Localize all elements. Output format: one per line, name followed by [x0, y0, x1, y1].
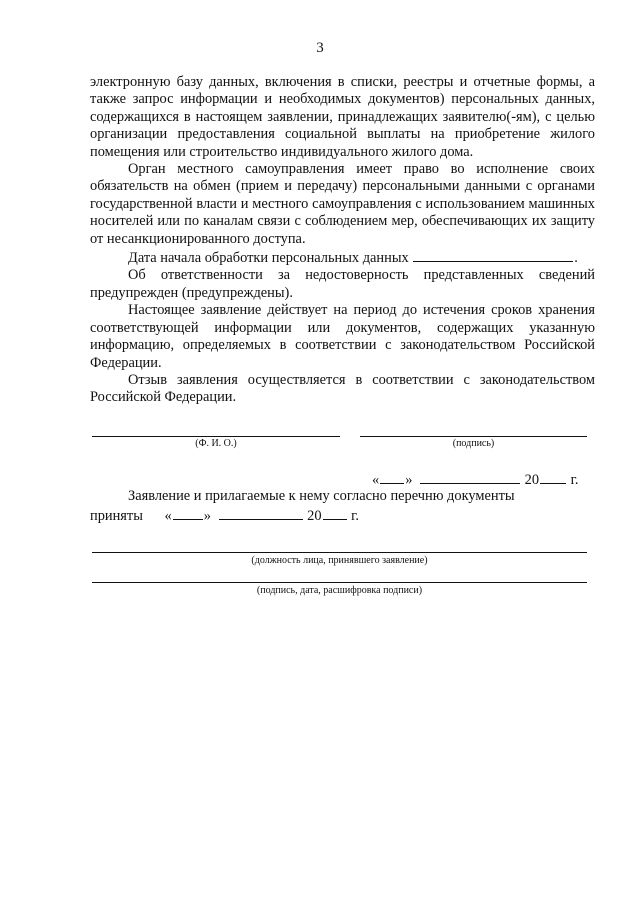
paragraph-data-exchange: Орган местного самоуправления имеет право во исполнение своих обязательств на обмен (прием и передачу) персональными данными с органами государственной власти и местного самоуправления с использованием машинных носителей или по каналам связи с соблюдением мер, обеспечивающих их защиту от несанкционированного доступа.: [90, 161, 595, 247]
accept-day-field[interactable]: [173, 506, 203, 520]
applicant-signature-row: [92, 422, 587, 456]
paragraph-start-date: [90, 248, 595, 267]
date-open-quote: «: [372, 472, 380, 488]
paragraph-revocation: Отзыв заявления осуществляется в соответствии с законодательством Российской Федерации.: [90, 371, 595, 406]
signature-line[interactable]: [360, 436, 587, 437]
accept-month-field[interactable]: [219, 506, 303, 520]
accept-open-quote: «: [164, 508, 172, 524]
acceptance-date-row: [90, 506, 595, 525]
date-year-prefix: 20: [524, 472, 540, 488]
fio-caption: (Ф. И. О.): [195, 438, 237, 449]
accept-year-prefix: 20: [307, 508, 322, 524]
official-signature-caption: (подпись, дата, расшифровка подписи): [256, 585, 423, 596]
acceptance-text: Заявление и прилагаемые к нему согласно перечню документы: [128, 488, 515, 504]
official-position-caption: (должность лица, принявшего заявление): [251, 555, 428, 566]
start-date-field[interactable]: [413, 248, 573, 262]
page-number: 3: [316, 40, 324, 56]
date-month-field[interactable]: [420, 470, 520, 484]
signature-block: [360, 422, 587, 456]
accepted-label: приняты: [90, 508, 143, 524]
date-year-field[interactable]: [540, 470, 566, 484]
date-day-field[interactable]: [380, 470, 404, 484]
start-date-label: Дата начала обработки персональных данных: [128, 250, 409, 267]
date-close-quote: »: [405, 472, 413, 488]
start-date-period: .: [574, 250, 578, 267]
official-signature-line[interactable]: [92, 582, 587, 583]
accept-year-suffix: г.: [351, 508, 360, 524]
accept-year-field[interactable]: [323, 506, 347, 520]
date-year-suffix: г.: [570, 472, 579, 488]
fio-line[interactable]: [92, 436, 340, 437]
paragraph-consent-scope: электронную базу данных, включения в списки, реестры и отчетные формы, а также запрос информации и необходимых документов) персональных данных, содержащихся в настоящем заявлении, принадлежащих заявителю(-ям), с целью организации предоставления социальной выплаты на приобретение жилого помещения или строительство индивидуального жилого дома.: [90, 74, 595, 160]
accept-close-quote: »: [203, 508, 211, 524]
signature-caption: (подпись): [452, 438, 495, 449]
paragraph-validity: Настоящее заявление действует на период до истечения сроков хранения соответствующей информации или документов, содержащих указанную информацию, определяемых в соответствии с законодательством Российской Федерации.: [90, 302, 595, 371]
paragraph-responsibility: Об ответственности за недостоверность представленных сведений предупрежден (предупреждены).: [90, 267, 595, 301]
document-body: [90, 74, 595, 407]
official-position-line[interactable]: [92, 552, 587, 553]
acceptance-block: [90, 487, 595, 525]
fio-block: [92, 422, 340, 456]
